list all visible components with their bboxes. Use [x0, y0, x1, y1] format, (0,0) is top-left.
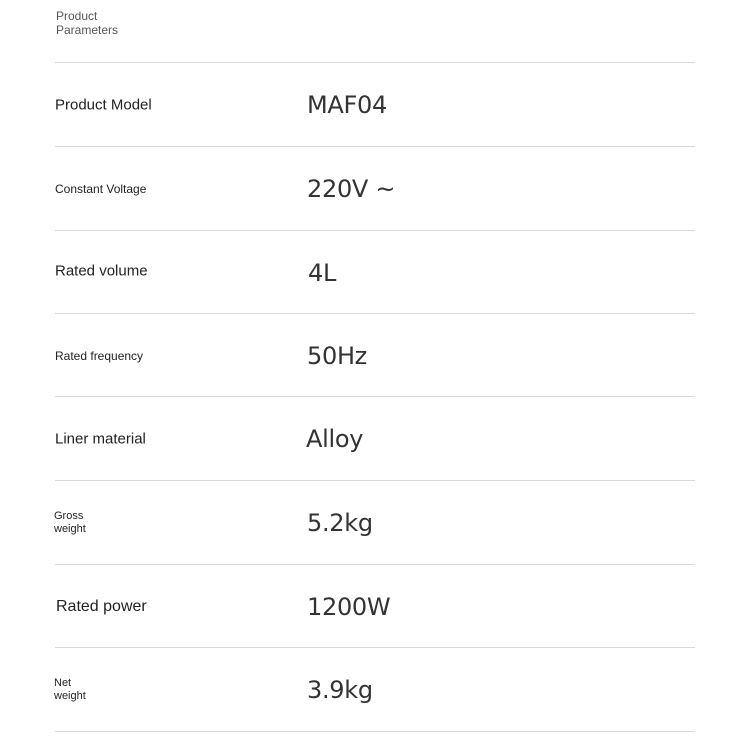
param-label-line1: Net — [54, 676, 72, 689]
param-label — [54, 677, 214, 703]
param-value: 4L — [308, 258, 337, 287]
param-value: 3.9kg — [307, 675, 373, 704]
param-label: Product Model — [55, 96, 152, 113]
param-value: Alloy — [306, 424, 364, 453]
param-value: 5.2kg — [307, 508, 373, 537]
param-row-product-model — [55, 63, 695, 146]
param-label: Rated frequency — [55, 348, 144, 363]
section-title-line2: Parameters — [56, 23, 119, 37]
param-row-rated-frequency — [55, 314, 695, 397]
param-value: MAF04 — [307, 90, 387, 119]
param-row-rated-volume — [55, 231, 695, 314]
divider — [55, 731, 695, 732]
section-title — [56, 9, 176, 37]
param-value: 220V ~ — [307, 174, 396, 203]
param-row-net-weight — [55, 648, 695, 731]
param-label-line2: weight — [54, 689, 86, 702]
param-label-line1: Gross — [54, 509, 84, 522]
param-label: Rated power — [56, 597, 147, 615]
param-label — [54, 510, 214, 536]
param-value: 1200W — [307, 592, 391, 621]
param-label: Rated volume — [55, 262, 148, 279]
param-row-rated-power — [55, 565, 695, 648]
param-row-gross-weight — [55, 481, 695, 564]
param-row-constant-voltage — [55, 147, 695, 230]
param-row-liner-material — [55, 397, 695, 480]
section-title-line1: Product — [56, 9, 98, 23]
param-value: 50Hz — [307, 341, 367, 370]
param-label-line2: weight — [54, 522, 86, 535]
param-label: Liner material — [55, 430, 146, 447]
param-label: Constant Voltage — [55, 181, 147, 196]
